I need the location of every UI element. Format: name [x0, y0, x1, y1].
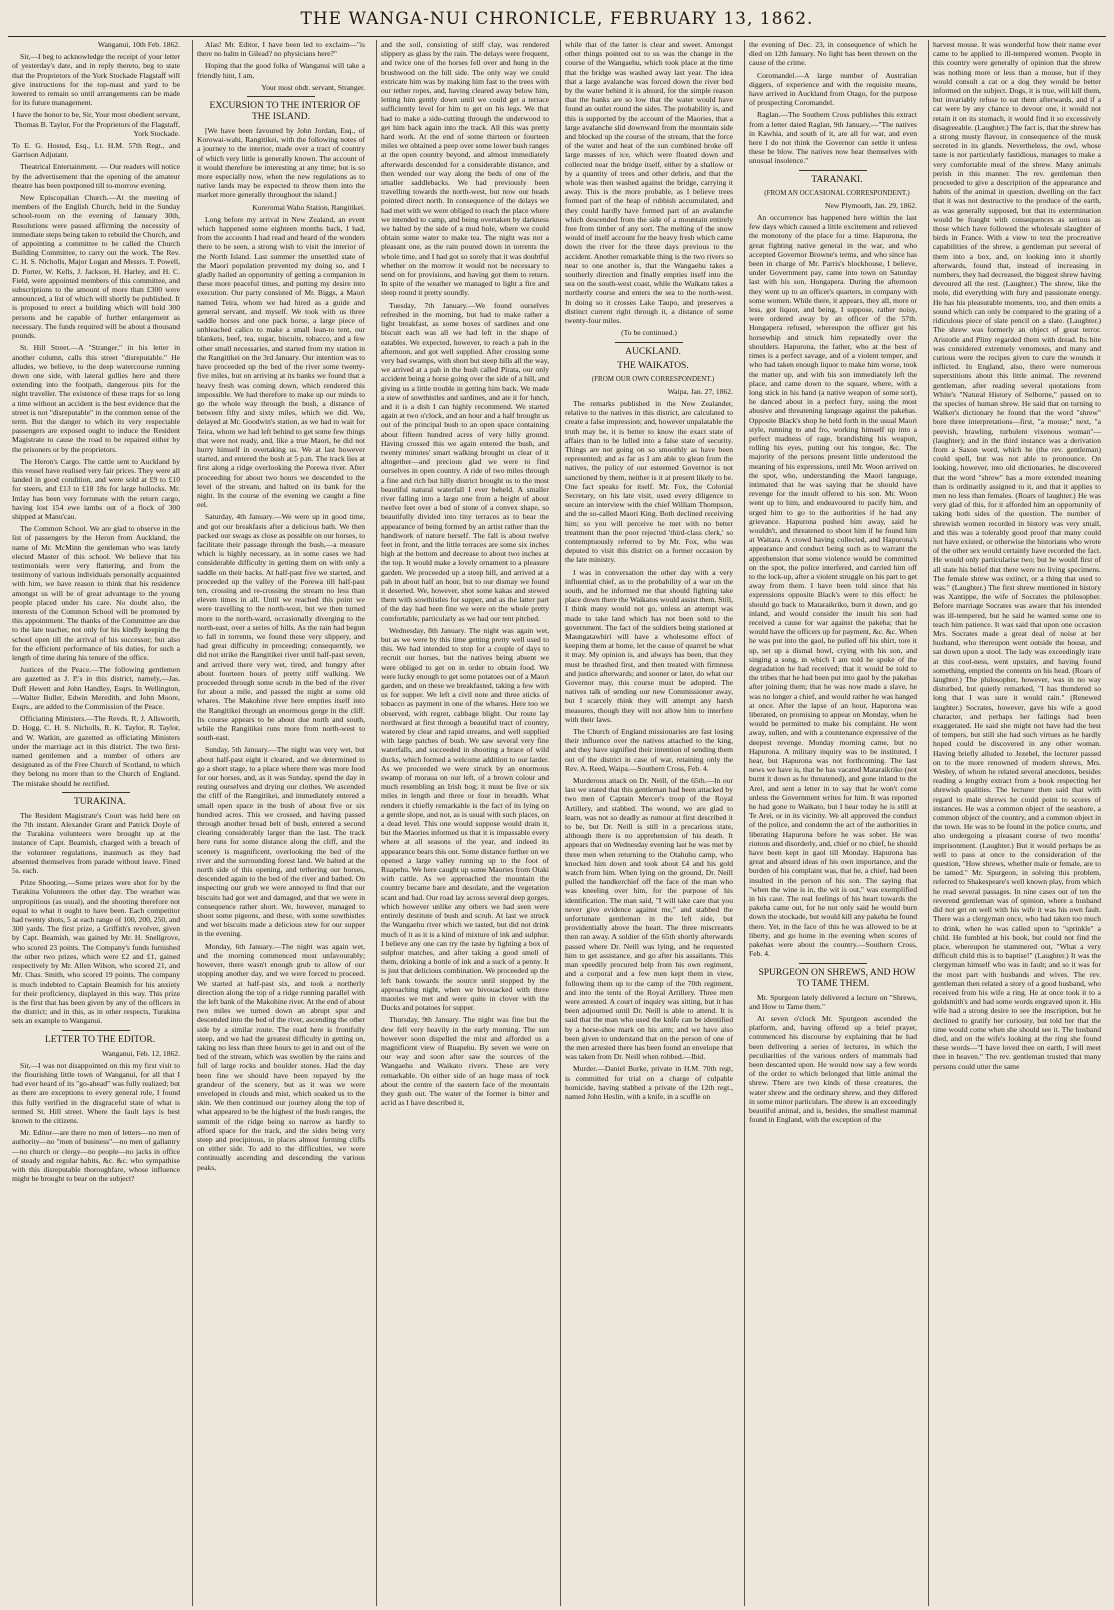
- excursion-paragraph: Tuesday, 7th January.—We found ourselves refreshed in the morning, but had to make rather a light breakfast, as some boxes of sardines and one biscuit each was all we had left in the shape of eatables. We expected, however, to reach a pah in the afternoon, and got well supplied. After crossing some very bad swamps, with short but steep hills all the way, we arrived at a pah in the bush called Pirata, our only accident being a horse going over the side of a hill, and giving us a little trouble in getting him back. We made a stew of sowthistles and sardines, and ate it for lunch, and it is a dish I can highly recommend. We started again at two o'clock, and an hour and a half brought us out of the principal bush to an open space containing about fifteen hundred acres of very hilly ground. Having crossed this we again entered the bush, and twenty minutes' smart walking brought us clear of it altogether—and precious glad we were to find ourselves in open country. A ride of two miles through a fine and rich but hilly district brought us to the most beautiful natural waterfall I ever beheld. A smaller river falling into a large one from a height of about twelve feet over a bed of stone of a convex shape, so beautifully divided into tiny terraces as to bear the appearance of being formed by an artist rather than the handiwork of nature herself. The fall is about twelve feet in front, and the little terraces are some six inches high at the bottom and decrease to about two inches at the top. It would make a lovely ornament to a pleasure garden. We proceeded up a steep hill, and arrived at a pah in about half an hour, but to our dismay we found it deserted. We, however, shot some kakas and stewed them with sowthistles for supper, and as the latter part of the day had been fine we were on the whole pretty comfortable, particularly as we had our tent pitched.: [381, 300, 549, 623]
- letter-paragraph: Sir,—I was not disappointed on this my first visit to the flourishing little town of Wanganui, for all that I had ever heard of its "go-ahead" was fully realized; but as there are exceptions to every general rule, I found this fully verified in the disgraceful state of what is termed St. Hill street. Where the fault lays is best known to the citizens.: [12, 1060, 180, 1125]
- letter-paragraph: Alas! Mr. Editor, I have been led to exclaim—"is there no balm in Gilead? no physicians here?": [197, 40, 365, 59]
- excursion-paragraph: Sunday, 5th January.—The night was very wet, but about half-past eight it cleared, and we determined to go a short stage, to a place where there was more food for our horses, and, as it was Sunday, spend the day in resting ourselves and drying our clothes. We ascended the cliff of the Rangitikei, and immediately entered a small open space in the bush of about five or six hundred acres. This we crossed, and having passed through another broad belt of bush, entered a second clearing considerably larger than the last. The track here runs for some distance along the cliff, and the scenery is magnificent, overlooking the bed of the river and the surrounding forest land. We halted at the north side of this opening, and tethering our horses, descended again to the bed of the river and bathed. On inspecting our grub we were annoyed to find that our biscuits had got wet and damaged, and that we were in consequence rather short. We, however, managed to shoot some pigeons, and these, with some sowthistles and wet biscuits made a delicious stew for our supper in the evening.: [197, 745, 365, 939]
- excursion-paragraph: and the soil, consisting of stiff clay, was rendered slippery as glass by the rain. The delays were frequent, and twice one of the horses fell over and hung in the brushwood on the hill side. The only way we could extricate him was by making him fast to the trees with our tether ropes, and, having cleared away below him, letting him gently down until we could get a terrace sufficiently level for him to get on his legs. We that had to make a side-cutting through the underwood to get him back again into the track. All this was pretty hard work. At the end of some thirteen or fourteen miles we obtained a peep over some lower bush ranges at the open country beyond, and almost immediately afterwards descended for a considerable distance, and then wended our way along the beds of one of the smaller saddlebacks. We had previously been travelling towards the north-west, but now our heads pointed direct north. In consequence of the delays we had met with we were obliged to reach the place where we intended to camp, and being overtaken by darkness we halted by the side of a mud hole, where we could obtain some water to make tea. The night was not a pleasant one, as the rain poured down in torrents the whole time, and I had got so sorely that it was doubtful whether on the morrow it would not be necessary to send on for provisions, and having got them to return. In spite of the weather we managed to light a fire and sleep round it pretty soundly.: [381, 40, 549, 298]
- waikatos-paragraph: The Church of England missionaries are fast losing their influence over the natives attached to the king, and they have signified their intention of sending them out of the district in case of war, retaining only the Rev. A. Reed, Waipa.—Southern Cross, Feb. 4.: [565, 727, 733, 773]
- waikatos-paragraph: I was in conversation the other day with a very influential chief, as to the probability of a war on the south, and he informed me that should fighting take place down there the Waikatos would assist them. Still, I think many would not go, unless an attempt was made to take land which has not been sold to the government. The fact of the soldiers being stationed at Maungatawhiri will have a wholesome effect of keeping them at home, let the cause of quarrel be what it may. My opinion is, and always has been, that they must be thrashed first, and then treated with firmness and justice afterwards; and sooner or later, do what our Governor may, this course must be adopted. The natives talk of sending our new Commissioner away, but I scarcely think they will attempt any harsh measures, though they will not allow him to interfere with their laws.: [565, 567, 733, 724]
- letter-heading: LETTER TO THE EDITOR.: [44, 1034, 156, 1045]
- taranaki-subheading: (FROM AN OCCASIONAL CORRESPONDENT.): [764, 188, 910, 197]
- column-1: [8, 40, 184, 1606]
- taranaki-heading: TARANAKI.: [811, 174, 863, 185]
- turakina-paragraph: Prize Shooting.—Some prizes were shot for by the Turakina Volunteers the other day. The weather was unpropitious (as usual), and the shooting therefore not equal to what it ought to have been. Each competitor had twenty shots, 5 at each range of 100, 200, 250, and 300 yards. The first prize, a Griffith's revolver, given by Capt. Beamish, was gained by Mr. H. Snellgrove, who scored 23 points. The Company's funds furnished the other two prizes, which were £2 and £1, gained respectively by Mr. Allen Wilson, who scored 21, and Mr. Chas. Smith, who scored 19 points. The company is much indebted to Captain Beamish for his anxiety for their proficiency, displayed in this way. This prize is the first that has been given by any of the officers in the district; and in this, as in other respects, Turakina sets an example to Wanganui.: [12, 878, 180, 1026]
- justices-item: Justices of the Peace.—The following gentlemen are gazetted as J. P.'s in this district, namely,—Jas. Duff Hewett and John Handley, Esqrs. In Wellington,—Walter Buller, Edwin Meredith, and John Moore, Esqrs., are added to the Commission of the Peace.: [12, 665, 180, 712]
- hill-street-item: St. Hill Street.—A "Stranger," in his letter in another column, calls this street "disreputable." He alludes, we believe, to the deep watercourse running down one side, with lateral gullies here and there extending into the footpath, dangerous pits for the night traveller. The existence of these traps for so long a time without an accident is the best evidence that the street is not "disreputable" in the common sense of the term. But the danger to which its very respectable passengers are exposed ought to induce the Resident Magistrate to cause the road to be repaired either by the prisoners or by the proprietors.: [12, 343, 180, 454]
- spurgeon-heading: SPURGEON ON SHREWS, AND HOW TO TAME THEM.: [758, 967, 916, 989]
- column-6: [928, 40, 1105, 1606]
- school-item: The Common School. We are glad to observe in the list of passengers by the Heron from Auckland, the name of Mr. McMinn the gentleman who was lately elected Master of this school. We believe that his testimonials were very flattering, and from the testimony of various individuals personally acquainted with him, we have reason to think that his residence amongst us will be of great advantage to the young people placed under his care. No doubt also, the interests of the Common School will be promoted by this appointment. The thanks of the Committee are due to the late teacher, not only for his kindly keeping the school open till the arrival of his successor; but also for the efficient performance of his duties, for such a length of time during his tenure of the office.: [12, 524, 180, 662]
- news-item: Raglan.—The Southern Cross publishes this extract from a letter dated Raglan, 9th January,—"The natives in Kawhia, and south of it, are all for war, and even here I do not think the Governor can settle it unless these be blow. The natives now hear themselves with unusual insolence.": [749, 110, 917, 166]
- divider: [62, 792, 129, 793]
- auckland-heading: AUCKLAND.: [625, 346, 681, 357]
- spurgeon-paragraph: Mr. Spurgeon lately delivered a lecture on "Shrews, and How to Tame them.": [749, 992, 917, 1011]
- news-item: Murderous attack on Dr. Neill, of the 65th.—In our last we stated that this gentleman had been attacked by two men of Captain Mercer's troop of the Royal Artillery, and stabbed. The wound, we are glad to learn, was not so deadly as rumour at first described it to be, but Dr. Neill is still in a precarious state, although there is no apprehension of his death. It appears that on Wednesday evening last he was met by three men when returning to the Otahuhu camp, who knocked him down and took about £4 and his gold watch from him. When lying on the ground, Dr. Neill pulled the handkerchief off the face of the man who was kneeling over him, for the purpose of his identification. The man said, "I will take care that you never give evidence against me," and stabbed the unfortunate gentleman in the left side, but providentially above the heart. The three miscreants then ran away. A soldier of the 65th shortly afterwards passed where Dr. Neill was lying, and he requested him to get assistance, and go after his assailants. This man speedily procured help from his own regiment, and a corporal and a few men kept them in view, following them up to the camp of the 70th regiment, and into the tents of the Royal Artillery. Three men were arrested. A court of inquiry was sitting, but it has been adjourned until Dr. Neill is able to attend. It is said that the man who used the knife can be identified by a horse-shoe mark on his arm; and we have also been given to understand that on the person of one of the men arrested there has been found an envelope that was taken from Dr. Neill when robbed.—Ibid.: [565, 776, 733, 1062]
- letter-paragraph: Mr. Editor—are there no men of letters—no men of authority—no "men of business"—no men of gallantry—no church or clergy—no people—no jacks in office of steady and regular habits, &c. &c. who sympathise with this disreputable thoroughfare, whose influence might be brought to bear on the subject?: [12, 1128, 180, 1184]
- excursion-intro: [We have been favoured by John Jordan, Esq., of Korowai-wahi, Rangitikei, with the following notes of a journey to the interior, made over a tract of country of which very little is generally known. The account of it would therefore be interesting at any time; but is so more especially now, when the new regulations as to native lands may be expected to throw them into the market more generally throughout the island.]: [197, 126, 365, 200]
- letter-signature: Your most obdt. servant, Stranger.: [261, 82, 365, 92]
- masthead-rule: [8, 36, 1106, 37]
- ministers-item: Officiating Ministers.—The Revds. R. J. Allsworth, D. Hogg, C. H. S. Nicholls, R. K. Taylor, R. Taylor, and W. Watkin, are gazetted as officiating Ministers under the marriage act in this district. The two first-named gentlemen and a number of others are designated as of the Free Church of Scotland, to which they belong no more than to the Church of England. The mistake should be rectified.: [12, 714, 180, 788]
- column-4: [560, 40, 737, 1606]
- theatrical-item: Theatrical Entertainment. — Our readers will notice by the advertisement that the opening of the amateur theatre has been postponed till to-morrow evening.: [12, 162, 180, 190]
- waikatos-subheading: (FROM OUR OWN CORRESPONDENT.): [591, 374, 715, 383]
- letter-recipient: To E. G. Hosted, Esq., Lt. H.M. 57th Regt., and Garrison Adjutant.: [12, 141, 180, 160]
- dateline: New Plymouth, Jan. 29, 1862.: [825, 200, 917, 210]
- letter-date: Wanganui, 10th Feb. 1862.: [97, 40, 180, 49]
- masthead-title: THE WANGA-NUI CHRONICLE, FEBRUARY 13, 1862.: [300, 9, 814, 29]
- letter-paragraph: Hoping that the good folks of Wanganui will take a friendly hint, I am,: [197, 61, 365, 80]
- spurgeon-paragraph: harvest mouse. It was wonderful how their name ever came to be applied to ill-tempered women. People in this country were generally of opinion that the shrew was nothing more or less than a mouse, but if they would consult a cat or a dog they would be better informed on the subject. Dogs, it is true, will kill them, but invariably refuse to eat them afterwards, and if a cat were by any chance to devour one, it would not retain it on its stomach, it would find it so excessively disagreeable. (Laughter.) The fact is, that the shrew has a strong musty flavour, in consequence of the musk secreted in its glands. Nevertheless, the owl, whose taste is not particularly fastidious, manages to make a very comfortable meal of the shrew. Many animals perish in this manner. The rev. gentleman then proceeded to give a description of the appearance and habits of the animal in question, dwelling on the fact that it was not destructive to the produce of the earth, as was generally supposed, but that its extermination would be fraught with consequences as serious as those which have followed the wholesale slaughter of birds in France. With a view to test the procreative capabilities of the shrew, a gentleman put several of them into a box, and, on looking into it shortly afterwards, found that, instead of increasing in numbers, they had decreased, the biggest shrew having devoured all the rest. (Laughter.) The shrew, like the mole, did everything with fury and passionate energy. He has his pleasurable moments, too, and then emits a sound which can only be compared to the grating of a ridiculous piece of slate pencil on a slate. (Laughter.) The shrew was formerly an object of great terror. Aristotle and Pliny regarded them with dread. Its bite was considered extremely venomous, and many and curious were the recipes given to cure the wounds it inflicted. In England, also, there were numerous superstitions about this little animal. The reverend gentleman, after reading several quotations from White's "Natural History of Selborne," passed on to the species of human shrew. He said that on turning to Walker's dictionary he found that the word "shrew" bore three interpretations—first, "a mouse;" next, "a peevish, brawling, turbulent vixenous woman"—(laughter); and in the third instance was a derivation from a Saxon word, which he (the rev. gentleman) could spell, but was not able to pronounce. On looking, however, into old dictionaries, he discovered that the word "shrew" has a more extended meaning than is ordinarily assigned to it, and that it applies to men no less than females. (Roars of laughter.) He was very glad of this, for it afforded him an opportunity of taking both sides of the question. The number of shrewish women recorded in history was very small, and this was a tolerably good proof that many could not have existed, or otherwise the historians who wrote of the other sex would certainly have recorded the fact. He would only particularise two; but he would first of all state his belief that there were no living specimens. The female shrew was extinct, or a thing that used to was." (Laughter.) The first shrew mentioned in history was Xantippe, the wife of Socrates the philosopher. Before marriage Socrates was aware that his intended was ill-tempered, but he said he wanted some one to teach him patience. It was said that upon one occasion Mrs. Socrates made a great deal of noise at her husband, who thereupon went outside the house, and sat down upon a stool. The lady was exceedingly irate at this cool-ness, went upstairs, and having found something, emptied the contents on his head. (Roars of laughter.) The philosopher, however, was in no way disturbed, but quietly remarked, "I has thundered so long that I was sure it would rain." (Renewed laughter.) Socrates, however, gave his wife a good character, and perhaps her failings had been exaggerated. He said she might not have had the best of tempers, but still she had such virtues as he hardly hoped could be discovered in any other woman. Having briefly alluded to Jezebel, the lecturer passed on to the more renowned of modern shrews, Mrs. Wesley, of whom he related several anecdotes, besides reading a lengthy extract from a book respecting her shrewish qualities. The lecturer then said that with regard to male shrews he could point to scores of instances. He was a common object of the seashore, a common object of the country, and a common object in the town. He was to be found in the police courts, and also undergoing a pleasant course of two months' imprisonment. (Laughter.) But it would perhaps be as well to pass at once to the consideration of the question, "How shrews, whether male or female, are to be tamed." Mr. Spurgeon, in solving this problem, referred to Shakespeare's well known play, from which he read several passages. In nine cases out of ten the reverend gentleman was of opinion, where a husband did not get on well with his wife it was his own fault. There was a clergyman once, who had taken too much to drink, when he was called upon to "sprinkle" a child. He fumbled at his book, but could not find the place, whereupon he stammered out, "What a very difficult child this is to baptise!" (Laughter.) It was the clergyman himself who was in fault; and so it was for the most part with husbands and wives. The rev. gentleman then related a story of a good husband, who received from his wife a ring. He at once took it to a goldsmith's and had some words engraved upon it. His wife had a strong desire to see the inscription, but he declined to gratify her curiosity, but told her that the time would come when she should see it. The husband died, and on the wife's looking at the ring she found these words—"I have loved thee on earth, I will meet thee in heaven." The rev. gentleman trusted that many persons could utter the same: [933, 40, 1101, 1071]
- waikatos-heading: THE WAIKATOS.: [617, 360, 689, 371]
- spurgeon-paragraph: At seven o'clock Mr. Spurgeon ascended the platform, and, having offered up a brief prayer, commenced his discourse by explaining that he had been delivering a series of lectures, in which the peculiarities of the various orders of mammals had been descanted upon. He would now say a few words of the order to which belonged that little animal the shrew. There are two kinds of these creatures, the water shrew and the ordinary shrew, and they differed in some minor particulars. The shrew is an exceedingly beautiful animal, and is, besides, the smallest mammal found in England, with the exception of the: [749, 1013, 917, 1125]
- divider: [799, 170, 866, 171]
- divider: [615, 342, 682, 343]
- divider: [62, 1030, 129, 1031]
- turakina-paragraph: The Resident Magistrate's Court was held here on the 7th instant. Alexander Grant and Patrick Doyle of the Turakina volunteers were brought up at the instance of Capt. Beamish, charged with a breach of the volunteer regulations, inasmuch as they had absented themselves from parade without leave. Fined 5s. each.: [12, 810, 180, 876]
- excursion-place: Koreromai Waho Station, Rangitikei.: [252, 202, 365, 212]
- turakina-heading: TURAKINA.: [74, 796, 126, 807]
- excursion-paragraph: Thursday, 9th January. The night was fine but the dew fell very heavily in the early morning. The sun however soon dispelled the mist and afforded us a magnificent view of Ruapehu. By seven we were on our way and soon after saw the sources of the Wangaehu and Waikato rivers. These are very remarkable. On either side of an huge mass of rock about the centre of the eastern face of the mountain they gush out. The water of the former is bitter and acrid as I have described it,: [381, 1015, 549, 1108]
- column-5: [744, 40, 921, 1606]
- excursion-heading: EXCURSION TO THE INTERIOR OF THE ISLAND.: [209, 101, 361, 123]
- waikatos-paragraph: The remarks published in the New Zealander, relative to the natives in this district, are calculated to create a false impression; and, however unpalatable the truth may be, it is better to know the exact state of affairs than to be lulled into a false state of security. Things are not going on so smoothly as have been represented; and as far as I am able to glean from the natives, the policy of our esteemed Governor is not sanctioned by them, neither is it at present likely to be. One fact speaks for itself. Mr. Fox, the Colonial Secretary, on his late visit, used every diligence to secure an interview with the chief William Thompson, and the so-called Maori King. Both declined receiving him; so you will perceive he met with no better treatment than the poor rejected 'third-class clerk,' so contemptuously referred to by Mr. Fox, who was deputed to visit this district on a former occasion by the late ministry.: [565, 398, 733, 565]
- news-item: Coromandel.—A large number of Australian diggers, of experience and with the requisite means, have arrived in Auckland from Otago, for the purpose of prospecting Coromandel.: [749, 70, 917, 108]
- excursion-paragraph: Monday, 6th January.—The night was again wet, and the morning commenced most unfavourably; however, there wasn't enough grub to allow of our stopping another day, and we were forced to proceed. We started at half-past six, and took a northerly direction along the top of a ridge running parallel with the left bank of the Makohine river. At the end of about two miles we turned down an abrupt spur and descended into the bed of the river, ascending the other side by a similar route. The road here is frontfully steep, and we had the greatest difficulty in getting on, taking no less than three hours to get in and out of the bed of the stream, which was swollen by the rains and full of large rocks and boulder stones. Had the day been fine we should have been repayed by the grandeur of the scenery, but as it was we were enveloped in clouds and mist, which soaked us to the skin. We then continued our journey along the top of what appeared to be the highest of the bush ranges, the summit of the ridge being so narrow as hardly to afford space for the track, and the sides being very steep and precipitous, in places almost forming cliffs on either side. To add to the difficulties, we were continually ascending and descending the various peaks,: [197, 941, 365, 1172]
- excursion-paragraph: Saturday, 4th January.—We were up in good time, and got our breakfasts after a delicious bath. We then packed our swags as close as possible on our horses, to facilitate their passage through the bush,—a measure which is highly necessary, as in some cases we had considerable difficulty in getting them on with only a saddle on their backs. At half-past five we started, and proceeded up the valley of the Porewa till half-past ten, crossing and re-crossing the stream no less than eleven times in all. Until we reached this point we were travelling to the north-west, but we then turned more to the north-ward, occasionally diverging to the north-east, over a series of hills. As the rain had begun to fall in torrents, we found these very slippery, and had great difficulty in proceeding; consequently, we did not strike the Rangitikei river until half-past seven, and arrived there very wet, tired, and hungry after about fourteen hours of pretty stiff walking. We proceeded through some scrub in the bed of the river for about a mile, and passed the night at some old whares. The Makohine river here empties itself into the Rangitikei through an enormous gorge in the cliff. Its course appears to be about due north and south, while the Rangitikei runs more from north-west to south-east.: [197, 512, 365, 743]
- heron-item: The Heron's Cargo. The cattle sent to Auckland by this vessel have realised very fair prices. They were all landed in good condition, and were sold at £9 to £10 for steers, and £13 to £18 18s for large bullocks. Mr. Imlay has been very fortunate with the return cargo, having lost 154 ewe lambs out of a flock of 300 shipped at Manu'cau.: [12, 456, 180, 521]
- taranaki-paragraph: An occurrence has happened here within the last few days which caused a little excitement and relieved the monotony of the place for a time. Hapurona, the great fighting native general in the war, and who accepted Governor Browne's terms, and who since has been in charge of Mr. Parris's blockhouse, I believe, under Government pay, came into town on Saturday last with his son, Hongapera. During the afternoon they went up to an officer's quarters, in company with some women. While there, it appears, they all, more or less, got liquor, and being, I suppose, rather noisy, were ordered away by an officer of the 57th. Hongapera refused, whereupon the officer got his horsewhip and struck him repeatedly over the shoulders. Hapurona, the father, who at the best of times is a perfect savage, and of a violent temper, and who had taken enough liquor to make him worse, took the matter up, and with his son immediately left the place, and came down to the square, where, with a long stick in his hand (a native weapon of some sort), he danced about in a perfect fury, using the most abusive and threatening language against the pakehas. Opposite Black's shop he held forth in the usual Maori style, running to and fro, working himself up into a perfect madness of rage, brandishing his weapon, rolling his eyes, putting out his tongue, &c. The majority of the persons present little understood the meaning of his expressions, until Mr. Woon arrived on the spot, who, understanding the Maori language, intimated that he was saying that he should have revenge for the insult offered to his son. Mr. Woon went up to him, and endeavoured to pacify him, and urged him to go to the authorities if he had any grievance. Hapurona pushed him away, said he wouldn't, and threatened to shoot him if he found him at Waitara. A crowd having collected, and Hapurona's appearance and conduct being such as to warrant the apprehension that some violence would be committed on the spot, the police interfered, and carried him off to the lock-up, after a violent struggle on his part to get away from them. I have been told since that his expressions opposite Black's were to this effect: he should go back to Mataraikriko, burn it down, and go inland, and would consider the insult his son had received a cause for war against the pakeha; that he would have the officers up for payment, &c. &c. When he was put into the gaol, he pulled off his shirt, tore it up, set up a dismal howl, crying with his son, and singing a song, in which I am told he spoke of the degradation he had received; that it would be told to the tribes that he had been put into gaol by the pakehas after joining them; that he was now made a slave, he was no longer a chief, and would rather he was hanged at once. After the lapse of an hour, Hapurona was liberated, on promising to appear on Monday, when he would be permitted to make his complaint. He went away, sullen, and with a countenance expressive of the deepest revenge. Monday morning came, but no Hapurona. A military inquiry was to be instituted, I hear, but Hapurona was not forthcoming. The last news we have is, that he has vacated Mataraikriko (not burnt it down as he threatened), and gone inland to the Arei, and sent a letter in to say that he won't come unless the Government writes for him. It was reported he had gone to Waikato, but I hear today he is still at Te Arei, or in its vicinity. We all approved the conduct of the police, and condemn the act of the authorities in liberating Hapurona before he was sober. He was riotous and disorderly, and, chief or no chief, he should have been kept in gaol till Monday. Hapurona has great and absurd ideas of his own importance, and the burden of his complaint was, that he, a chief, had been insulted in the person of his son. The saying that "when the wine is in, the wit is out," was exemplified in his case. The real feelings of his heart towards the pakeha came out, for he not only said he would burn down the stockade, but would kill any pakeha he found there. Yet, in the face of this he was allowed to be at liberty, and go home in the evening when scores of pakehas were about the country.—Southern Cross, Feb. 4.: [749, 213, 917, 959]
- columns: [8, 40, 1106, 1606]
- excursion-paragraph: Wednesday, 8th January. The night was again wet, but as we were by this time getting pretty well used to this. We had intended to stop for a couple of days to recruit our horses, but the natives being absent we were obliged to get on in order to obtain food. We were lucky enough to get some potatoes out of a Maori garden, and on these we breakfasted, taking a few with us for supper. We left a civil note and three sticks of tobacco as payment in one of the whares. Here too we observed, with regret, cabbage blight. Our route lay northward at first through a beautiful tract of country, watered by clear and rapid streams, and well supplied with large patches of bush. We saw several very fine waterfalls, and succeeded in shooting a brace of wild ducks, which formed a welcome addition to our larder. As we proceeded we were struck by an enormous swamp of moraua on our left, of a brown colour and much resembling an Irish bog; it must be five or six miles in length and three or four in breadth. What renders it chiefly remarkable is the fact of its lying on a gentle slope, and not, as is usual with such places, on a dead level. This one would suppose would drain it, but the Maories informed us that it is impassable every where at all seasons of the year, and indeed its appearance bears this out. Some distance further on we opened a large valley running up to the foot of Ruapehu. We here caught up some Maories from Otaki with cattle. As we approached the mountain the country became bare and desolate, and the vegetation scant and bad. Our road lay across several deep gorges, which however unlike any others we had seen were entirely destitute of bush and scrub. At last we struck the Wangaehu river which we tasted, but did not drink much of it as it is a kind of mixture of ink and sulphur. I believe any one can try the taste by lighting a box of sulphur matches, and after taking a good smell of them, drinking a bottle of ink and a suck of a penny. It is just that delicious combination. We proceeded up the left bank towards the source until stopped by the approaching night, when we bivouacked with three maories we met and were quite in clover with the Ducks and potatoes for supper.: [381, 625, 549, 1013]
- letter-paragraph: Sir,—I beg to acknowledge the receipt of your letter of yesterday's date, and in reply thereto, beg to state that the Proprietors of the York Stockade Flagstaff will give instructions for the top-mast and yard to be lowered to remain so until arrangements can be made for its future management.: [12, 52, 180, 108]
- letter-date: Wanganui, Feb. 12, 1862.: [101, 1048, 180, 1058]
- letter-signature: I have the honor to be, Sir, Your most obedient servant, Thomas B. Taylor, For the Proprietors of the Flagstaff, York Stockade.: [12, 110, 180, 138]
- excursion-paragraph: while that of the latter is clear and sweet. Amongst other things pointed out to us was the change in the course of the Wangaehu, which took place at the time that the bridge was washed away last year. The idea that a large avalanche was forced down the river bed by the water behind it is absurd, for the simple reason that the banks are so low that the water would have found an outlet round the sides. The probability is, and this is supported by the account of the Maories, that a large avalanche slid downward from the mountain side and blocked up the course of the stream, that the force of the water and heat of the sun combined broke off large masses of ice, which were floated down and collected near the bridge itself, either by a shallow or by a quantity of trees and other debris, and that the whole was then washed against the bridge, carrying it away. This is the more probable, as I believe trees formed part of the heap of rubbish accumulated, and they could hardly have formed part of an avalanche which descended from the side of a mountain entirely free from timber of any sort. The melting of the snow would of itself account for the heavy fresh which came down the river for the three days previous to the accident. Another remarkable thing is the two rivers so near to one another is, that the Wangaehu takes a southerly direction and finally empties itself into the sea on the south-west coast, while the Waikato takes a northerly course and enters the sea to the north-west. In doing so it crosses Lake Taupo, and preserves a distinct current right through it, a distance of some twenty-four miles.: [565, 40, 733, 326]
- dateline: Waipa, Jan. 27, 1862.: [667, 386, 733, 396]
- continued-note: (To be continued.): [621, 328, 677, 338]
- column-3: [376, 40, 553, 1606]
- excursion-paragraph: Long before my arrival in New Zealand, an event which happened some eighteen months back, I had, from the accounts I had read and heard of the wonders there to be seen, a strong wish to visit the interior of the North Island. Last summer the unsettled state of the Maori population prevented my doing so, and I gladly hailed an opportunity of getting a companion in these more peaceful times, and putting my desire into execution. Our party consisted of Mr. Biggs, a Maori named Teira, whom we had hired as a guide and general servant, and myself. We took with us three saddle horses and one pack horse, a large piece of unbleached calico to make a small lean-to tent, our blankets, beef, tea, sugar, biscuits, tobacco, and a few other small necessaries, and started from my station in the Rangitikei on the 3rd January. Our intention was to have proceeded up the bed of the river some twenty-five miles, but on arriving at its banks we found that a heavy fresh was coming down, which rendered this impossible. We had therefore to make up our minds to go the whole way through the bush, a distance of between fifty and sixty miles, which we did. We, delayed at Mr. Goodwin's station, as we had to wait for Teira, whom we had left behind to get some few things that were not ready, and, like a true Maori, he did not hurry himself in overtaking us. We at last however started, and entered the bush at 5 p.m. The track lies at first along a ridge overlooking the Porewa river. After proceeding for about two hours we descended to the level of the stream, and halted on its bank for the night. In the course of the evening we caught a fine eel.: [197, 214, 365, 510]
- news-item: Murder.—Daniel Burke, private in H.M. 70th regt, is committed for trial on a charge of culpable homicide, having stabbed a private of the 12th regt., named John Heslin, with a knife, in a scuffle on: [565, 1064, 733, 1101]
- news-item: the evening of Dec. 23, in consequence of which he died on 12th January. No light has been thrown on the cause of the crime.: [749, 40, 917, 68]
- column-2: [192, 40, 369, 1606]
- divider: [247, 96, 314, 97]
- divider: [799, 963, 866, 964]
- episcopalian-item: New Episcopalian Church.—At the meeting of members of the English Church, held in the Sunday school-room on the evening of January 30th, Resolutions were passed affirming the necessity of immediate steps being taken to rebuild the Church, and of appointing a committee to be called the Church Building Committee, to carry out the work. The Rev. C. H. S. Nicholls, Major Logan and Messrs. T. Powell, D. Porter, W. Kells, J. Jackson, H. Harley, and H. C. Field, were appointed members of this committee, and subscriptions to the amount of more than £300 were announced, a list of which will shortly be published. It is proposed to erect a building which will hold 300 persons and be capable of further enlargement as necessary. The funds required will be about a thousand pounds.: [12, 193, 180, 341]
